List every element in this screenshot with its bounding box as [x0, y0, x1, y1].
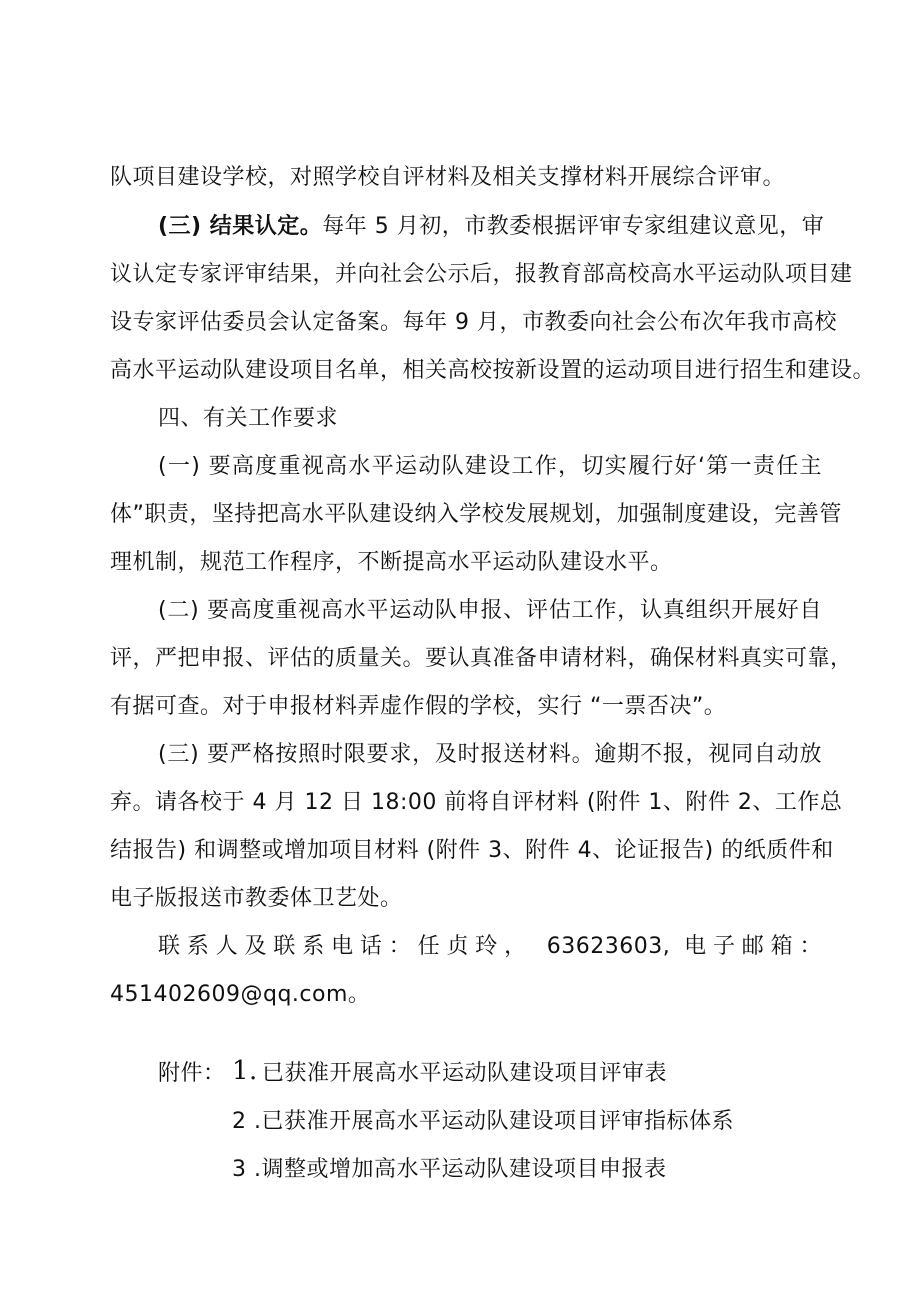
attachment-label: 附件：	[158, 1061, 226, 1086]
paragraph-line: (一) 要高度重视高水平运动队建设工作，切实履行好‘第一责任主	[158, 454, 822, 479]
attachment-title: .调整或增加高水平运动队建设项目申报表	[254, 1157, 667, 1182]
paragraph-line: 有据可查。对于申报材料弄虚作假的学校，实行 “一票否决”。	[110, 694, 727, 719]
attachment-title: 已获准开展高水平运动队建设项目评审表	[262, 1061, 668, 1086]
paragraph-line: 议认定专家评审结果，并向社会公示后，报教育部高校高水平运动队项目建	[110, 262, 853, 287]
paragraph-line: 理机制，规范工作程序，不断提高水平运动队建设水平。	[110, 550, 673, 575]
paragraph-line: 结报告) 和调整或增加项目材料 (附件 3、附件 4、论证报告) 的纸质件和	[110, 838, 834, 863]
item-heading: (三) 结果认定。	[158, 214, 323, 239]
paragraph-line: 弃。请各校于 4 月 12 日 18:00 前将自评材料 (附件 1、附件 2、工作总	[110, 790, 843, 815]
attachment-number: 1.	[232, 1056, 258, 1086]
paragraph-line: 高水平运动队建设项目名单，相关高校按新设置的运动项目进行招生和建设。	[110, 358, 876, 383]
paragraph-line: (二) 要高度重视高水平运动队申报、评估工作，认真组织开展好自	[158, 598, 822, 623]
attachment-number: 3	[232, 1157, 247, 1182]
result-confirmation-line	[158, 212, 825, 242]
section-heading: 四、有关工作要求	[158, 406, 339, 431]
paragraph-line: 设专家评估委员会认定备案。每年 9 月，市教委向社会公布次年我市高校	[110, 310, 837, 335]
paragraph-line: (三) 要严格按照时限要求，及时报送材料。逾期不报，视同自动放	[158, 742, 822, 767]
attachment-title: .已获准开展高水平运动队建设项目评审指标体系	[254, 1109, 734, 1134]
paragraph-line: 电子版报送市教委体卫艺处。	[110, 886, 403, 911]
paragraph-line: 评，严把申报、评估的质量关。要认真准备申请材料，确保材料真实可靠，	[110, 646, 853, 671]
contact-line: 联系人及联系电话：任贞玲， 63623603, 电子邮箱：	[158, 934, 822, 959]
attachment-number: 2	[232, 1109, 247, 1134]
paragraph-line: 体”职责，坚持把高水平队建设纳入学校发展规划，加强制度建设，完善管	[110, 502, 842, 527]
paragraph-line: 队项目建设学校，对照学校自评材料及相关支撑材料开展综合评审。	[110, 165, 786, 190]
contact-email: 451402609@qq.com。	[110, 982, 371, 1007]
item-text: 每年 5 月初，市教委根据评审专家组建议意见，审	[322, 214, 825, 239]
